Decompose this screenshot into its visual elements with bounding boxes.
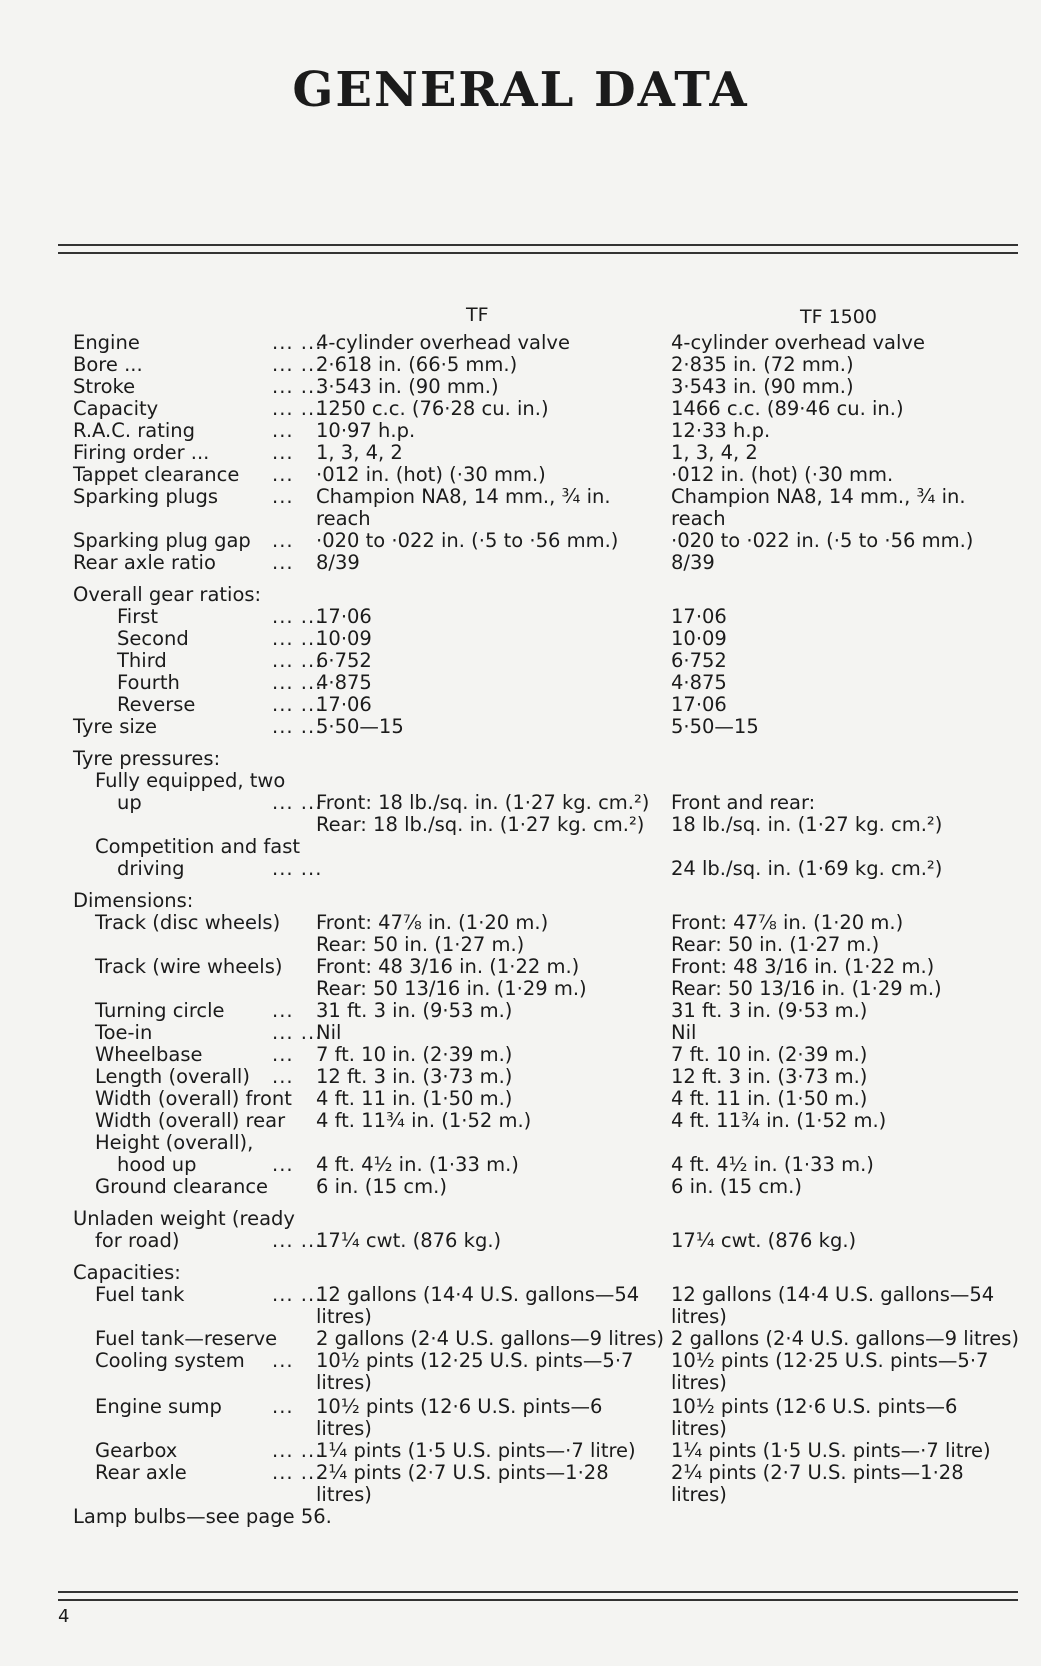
tf-value: Nil xyxy=(316,1021,342,1044)
tf-value: 6·752 xyxy=(316,649,372,672)
tf1500-value: 8/39 xyxy=(671,551,715,574)
leader-dots: ... ... xyxy=(272,353,323,376)
leader-dots: ... ... xyxy=(272,605,323,628)
tf-value: reach xyxy=(316,507,371,530)
leader-dots: ... ... xyxy=(272,791,323,814)
tf-value: 10½ pints (12·6 U.S. pints—6 xyxy=(316,1395,603,1418)
row-label: Dimensions: xyxy=(73,889,194,912)
tf1500-value: 10·09 xyxy=(671,627,727,650)
leader-dots: ... xyxy=(272,1043,294,1066)
leader-dots: ... xyxy=(272,1065,294,1088)
tf1500-value: 12 ft. 3 in. (3·73 m.) xyxy=(671,1065,868,1088)
row-label: Engine xyxy=(73,331,140,354)
tf-value: litres) xyxy=(316,1483,372,1506)
tf1500-value: 3·543 in. (90 mm.) xyxy=(671,375,854,398)
row-label: Fourth xyxy=(117,671,180,694)
tf1500-value: litres) xyxy=(671,1305,727,1328)
tf1500-value: 7 ft. 10 in. (2·39 m.) xyxy=(671,1043,868,1066)
tf1500-value: ·020 to ·022 in. (·5 to ·56 mm.) xyxy=(671,529,974,552)
tf-value: Rear: 50 in. (1·27 m.) xyxy=(316,933,525,956)
tf-value: Front: 18 lb./sq. in. (1·27 kg. cm.²) xyxy=(316,791,650,814)
tf1500-value: 12 gallons (14·4 U.S. gallons—54 xyxy=(671,1283,995,1306)
row-label: Gearbox xyxy=(95,1439,178,1462)
tf1500-value: 17·06 xyxy=(671,605,727,628)
tf-value: ·020 to ·022 in. (·5 to ·56 mm.) xyxy=(316,529,619,552)
row-label: Tyre pressures: xyxy=(73,747,221,770)
tf-value: 12 ft. 3 in. (3·73 m.) xyxy=(316,1065,513,1088)
tf1500-value: 17¼ cwt. (876 kg.) xyxy=(671,1229,857,1252)
tf-value: 3·543 in. (90 mm.) xyxy=(316,375,499,398)
tf-value: 4 ft. 11 in. (1·50 m.) xyxy=(316,1087,513,1110)
row-label: Wheelbase xyxy=(95,1043,203,1066)
row-label: Height (overall), xyxy=(95,1131,254,1154)
row-label: Stroke xyxy=(73,375,136,398)
tf1500-value: litres) xyxy=(671,1483,727,1506)
tf1500-value: Front: 48 3/16 in. (1·22 m.) xyxy=(671,955,935,978)
tf-value: 1, 3, 4, 2 xyxy=(316,441,403,464)
tf1500-value: 4 ft. 4½ in. (1·33 m.) xyxy=(671,1153,874,1176)
leader-dots: ... ... xyxy=(272,331,323,354)
tf1500-value: 10½ pints (12·6 U.S. pints—6 xyxy=(671,1395,958,1418)
leader-dots: ... xyxy=(272,463,294,486)
tf1500-value: 2 gallons (2·4 U.S. gallons—9 litres) xyxy=(671,1327,1020,1350)
tf1500-value: 4-cylinder overhead valve xyxy=(671,331,925,354)
leader-dots: ... xyxy=(272,1153,294,1176)
tf1500-value: 6 in. (15 cm.) xyxy=(671,1175,802,1198)
row-label: Track (wire wheels) xyxy=(95,955,283,978)
row-label: Firing order ... xyxy=(73,441,210,464)
tf1500-value: 2¼ pints (2·7 U.S. pints—1·28 xyxy=(671,1461,964,1484)
tf-value: 10½ pints (12·25 U.S. pints—5·7 xyxy=(316,1349,634,1372)
row-label: Sparking plugs xyxy=(73,485,219,508)
row-label: Toe-in xyxy=(95,1021,153,1044)
leader-dots: ... xyxy=(272,999,294,1022)
row-label: Bore ... xyxy=(73,353,143,376)
leader-dots: ... xyxy=(272,441,294,464)
tf1500-value: reach xyxy=(671,507,726,530)
tf-value: 7 ft. 10 in. (2·39 m.) xyxy=(316,1043,513,1066)
row-label: Cooling system xyxy=(95,1349,245,1372)
tf1500-value: 2·835 in. (72 mm.) xyxy=(671,353,854,376)
tf1500-value: Front and rear: xyxy=(671,791,816,814)
leader-dots: ... ... xyxy=(272,857,323,880)
row-label: Turning circle xyxy=(95,999,225,1022)
leader-dots: ... ... xyxy=(272,1021,323,1044)
row-label: Reverse xyxy=(117,693,196,716)
page-number: 4 xyxy=(58,1606,70,1627)
row-label: Width (overall) front xyxy=(95,1087,292,1110)
row-label: Overall gear ratios: xyxy=(73,583,262,606)
leader-dots: ... ... xyxy=(272,397,323,420)
tf-value: litres) xyxy=(316,1371,372,1394)
tf-value: 4-cylinder overhead valve xyxy=(316,331,570,354)
row-label: for road) xyxy=(95,1229,180,1252)
tf1500-value: 1466 c.c. (89·46 cu. in.) xyxy=(671,397,904,420)
row-label: Unladen weight (ready xyxy=(73,1207,295,1230)
tf1500-value: 1¼ pints (1·5 U.S. pints—·7 litre) xyxy=(671,1439,991,1462)
row-label: Ground clearance xyxy=(95,1175,269,1198)
tf-value: Rear: 18 lb./sq. in. (1·27 kg. cm.²) xyxy=(316,813,645,836)
tf-value: 10·09 xyxy=(316,627,372,650)
leader-dots: ... ... xyxy=(272,1229,323,1252)
tf-value: litres) xyxy=(316,1305,372,1328)
tf1500-value: 6·752 xyxy=(671,649,727,672)
row-label: First xyxy=(117,605,159,628)
tf1500-value: 24 lb./sq. in. (1·69 kg. cm.²) xyxy=(671,857,943,880)
tf1500-value: ·012 in. (hot) (·30 mm. xyxy=(671,463,894,486)
column-header-tf: TF xyxy=(466,304,489,326)
leader-dots: ... xyxy=(272,551,294,574)
leader-dots: ... ... xyxy=(272,627,323,650)
row-label: hood up xyxy=(117,1153,197,1176)
tf1500-value: Front: 47⅞ in. (1·20 m.) xyxy=(671,911,904,934)
tf-value: ·012 in. (hot) (·30 mm.) xyxy=(316,463,546,486)
tf-value: 2 gallons (2·4 U.S. gallons—9 litres) xyxy=(316,1327,665,1350)
tf-value: Front: 47⅞ in. (1·20 m.) xyxy=(316,911,549,934)
tf-value: 1¼ pints (1·5 U.S. pints—·7 litre) xyxy=(316,1439,636,1462)
tf-value: 2¼ pints (2·7 U.S. pints—1·28 xyxy=(316,1461,609,1484)
row-label: Second xyxy=(117,627,189,650)
tf1500-value: 31 ft. 3 in. (9·53 m.) xyxy=(671,999,868,1022)
tf-value: Rear: 50 13/16 in. (1·29 m.) xyxy=(316,977,587,1000)
tf1500-value: 4 ft. 11 in. (1·50 m.) xyxy=(671,1087,868,1110)
row-label: Competition and fast xyxy=(95,835,301,858)
leader-dots: ... ... xyxy=(272,649,323,672)
tf1500-value: 4 ft. 11¾ in. (1·52 m.) xyxy=(671,1109,887,1132)
leader-dots: ... ... xyxy=(272,1283,323,1306)
leader-dots: ... xyxy=(272,1349,294,1372)
tf1500-value: 5·50—15 xyxy=(671,715,759,738)
tf1500-value: Rear: 50 13/16 in. (1·29 m.) xyxy=(671,977,942,1000)
leader-dots: ... ... xyxy=(272,1439,323,1462)
tf1500-value: litres) xyxy=(671,1371,727,1394)
tf-value: 17¼ cwt. (876 kg.) xyxy=(316,1229,502,1252)
tf-value: 17·06 xyxy=(316,693,372,716)
row-label: Engine sump xyxy=(95,1395,222,1418)
tf-value: 12 gallons (14·4 U.S. gallons—54 xyxy=(316,1283,640,1306)
row-label: Lamp bulbs—see page 56. xyxy=(73,1505,332,1528)
row-label: Capacity xyxy=(73,397,159,420)
leader-dots: ... ... xyxy=(272,375,323,398)
leader-dots: ... xyxy=(272,1395,294,1418)
tf1500-value: Nil xyxy=(671,1021,697,1044)
bottom-rule xyxy=(58,1591,1018,1601)
row-label: Fully equipped, two xyxy=(95,769,286,792)
tf1500-value: 18 lb./sq. in. (1·27 kg. cm.²) xyxy=(671,813,943,836)
tf1500-value: Rear: 50 in. (1·27 m.) xyxy=(671,933,880,956)
row-label: Tappet clearance xyxy=(73,463,240,486)
tf1500-value: 10½ pints (12·25 U.S. pints—5·7 xyxy=(671,1349,989,1372)
tf-value: 5·50—15 xyxy=(316,715,404,738)
leader-dots: ... ... xyxy=(272,715,323,738)
tf-value: 10·97 h.p. xyxy=(316,419,416,442)
tf1500-value: 1, 3, 4, 2 xyxy=(671,441,758,464)
row-label: Fuel tank xyxy=(95,1283,185,1306)
tf-value: 4 ft. 4½ in. (1·33 m.) xyxy=(316,1153,519,1176)
page-title: GENERAL DATA xyxy=(292,62,749,118)
column-header-tf1500: TF 1500 xyxy=(800,306,877,328)
row-label: R.A.C. rating xyxy=(73,419,196,442)
tf-value: Champion NA8, 14 mm., ¾ in. xyxy=(316,485,611,508)
leader-dots: ... ... xyxy=(272,671,323,694)
row-label: Fuel tank—reserve xyxy=(95,1327,278,1350)
tf-value: 8/39 xyxy=(316,551,360,574)
row-label: Tyre size xyxy=(73,715,158,738)
tf1500-value: litres) xyxy=(671,1417,727,1440)
tf1500-value: 12·33 h.p. xyxy=(671,419,771,442)
row-label: Track (disc wheels) xyxy=(95,911,281,934)
row-label: Width (overall) rear xyxy=(95,1109,286,1132)
row-label: Third xyxy=(117,649,167,672)
tf-value: Front: 48 3/16 in. (1·22 m.) xyxy=(316,955,580,978)
leader-dots: ... xyxy=(272,485,294,508)
tf-value: 4·875 xyxy=(316,671,372,694)
row-label: driving xyxy=(117,857,185,880)
tf-value: 6 in. (15 cm.) xyxy=(316,1175,447,1198)
leader-dots: ... ... xyxy=(272,1461,323,1484)
tf-value: 2·618 in. (66·5 mm.) xyxy=(316,353,518,376)
tf-value: 31 ft. 3 in. (9·53 m.) xyxy=(316,999,513,1022)
row-label: Rear axle ratio xyxy=(73,551,216,574)
leader-dots: ... xyxy=(272,529,294,552)
leader-dots: ... xyxy=(272,419,294,442)
tf1500-value: Champion NA8, 14 mm., ¾ in. xyxy=(671,485,966,508)
top-rule xyxy=(58,244,1018,254)
tf-value: 4 ft. 11¾ in. (1·52 m.) xyxy=(316,1109,532,1132)
row-label: Rear axle xyxy=(95,1461,187,1484)
row-label: up xyxy=(117,791,142,814)
tf1500-value: 4·875 xyxy=(671,671,727,694)
row-label: Sparking plug gap xyxy=(73,529,251,552)
tf-value: 1250 c.c. (76·28 cu. in.) xyxy=(316,397,549,420)
tf-value: litres) xyxy=(316,1417,372,1440)
tf1500-value: 17·06 xyxy=(671,693,727,716)
leader-dots: ... ... xyxy=(272,693,323,716)
row-label: Length (overall) xyxy=(95,1065,250,1088)
tf-value: 17·06 xyxy=(316,605,372,628)
row-label: Capacities: xyxy=(73,1261,181,1284)
